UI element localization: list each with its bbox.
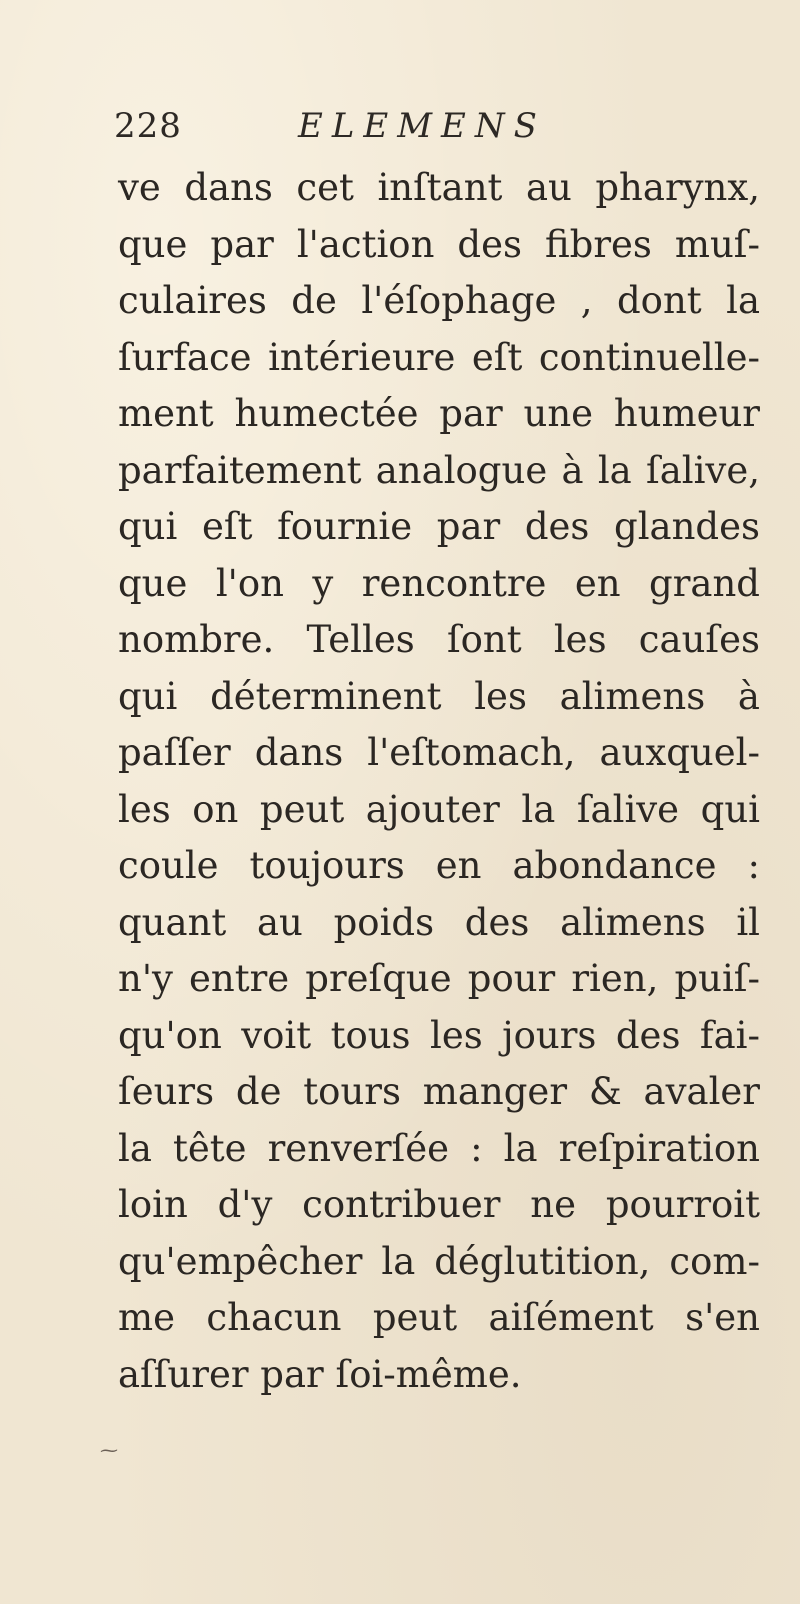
text-line: ſurface intérieure eſt continuelle- (118, 335, 760, 379)
body-text (118, 160, 760, 1403)
text-line: quant au poids des alimens il (118, 900, 760, 944)
text-line: ve dans cet inſtant au pharynx, (118, 166, 760, 209)
text-line: loin d'y contribuer ne pourroit (118, 1183, 760, 1226)
text-line: que par l'action des fibres muſ- (118, 222, 760, 266)
text-line: qui eſt fournie par des glandes (118, 505, 760, 548)
text-line: nombre. Telles ſont les cauſes (118, 618, 760, 661)
printer-mark-icon: ⁓ (100, 1440, 118, 1461)
running-head (114, 100, 634, 160)
text-line: qu'empêcher la déglutition, com- (118, 1239, 760, 1283)
text-line: culaires de l'éſophage , dont la (118, 279, 760, 322)
text-line: la tête renverſée : la reſpiration (118, 1126, 760, 1170)
page-number: 228 (114, 106, 182, 146)
text-line: me chacun peut aiſément s'en (118, 1296, 760, 1339)
text-line: les on peut ajouter la ſalive qui (118, 787, 760, 831)
text-line: qui déterminent les alimens à (118, 674, 760, 718)
text-line: qu'on voit tous les jours des fai- (118, 1013, 760, 1057)
text-line: ſeurs de tours manger & avaler (118, 1070, 760, 1113)
text-line: ment humectée par une humeur (118, 392, 760, 435)
text-line: coule toujours en abondance : (118, 844, 760, 887)
text-line: n'y entre preſque pour rien, puiſ- (118, 957, 760, 1000)
text-line: parfaitement analogue à la ſalive, (118, 448, 760, 492)
text-line: que l'on y rencontre en grand (118, 561, 760, 605)
text-line-last: aſſurer par ſoi-même. (118, 1352, 522, 1396)
text-line: paſſer dans l'eſtomach, auxquel- (118, 731, 760, 774)
running-title: ELEMENS (298, 106, 546, 146)
